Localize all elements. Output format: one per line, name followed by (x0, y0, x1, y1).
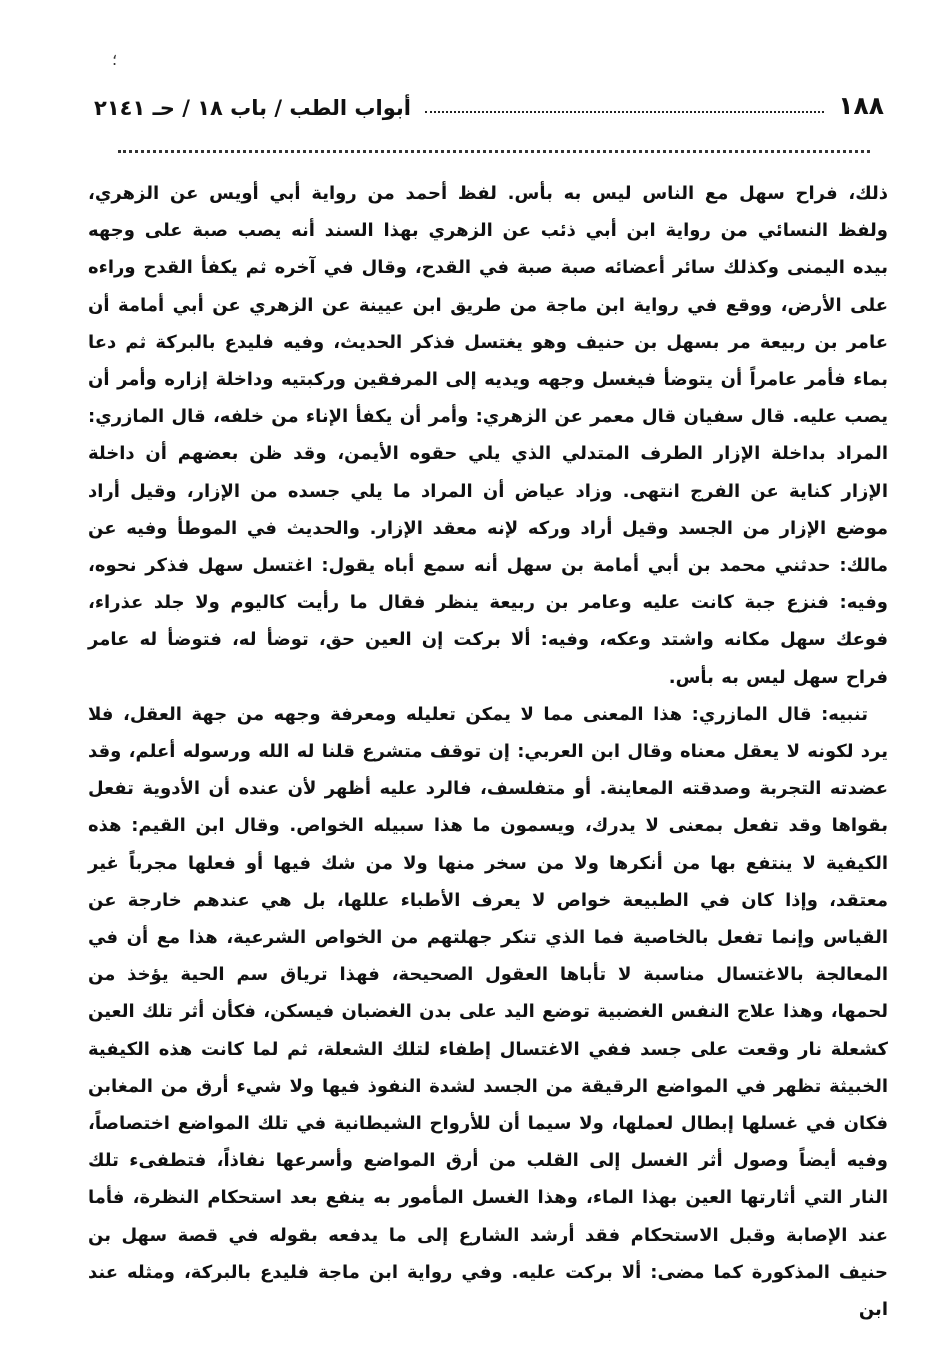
body-text (88, 175, 888, 1328)
paragraph-note: تنبيه: قال المازري: هذا المعنى مما لا يمكن تعليله ومعرفة وجهه من جهة العقل، فلا يرد لكونه لا يعقل معناه وقال ابن العربي: إن توقف متشرع قلنا له الله ورسوله أعلم، وقد عضدته التجربة وصدقته المعاينة. أو متفلسف، فالرد عليه أظهر لأن عنده أن الأدوية تفعل بقواها وقد تفعل بمعنى لا يدرك، ويسمون ما هذا سبيله الخواص. وقال ابن القيم: هذه الكيفية لا ينتفع بها من أنكرها ولا من سخر منها ولا من شك فيها أو فعلها مجرباً غير معتقد، وإذا كان في الطبيعة خواص لا يعرف الأطباء عللها، بل هي عندهم خارجة عن القياس وإنما تفعل بالخاصية فما الذي تنكر جهلتهم من الخواص الشرعية، هذا مع أن في المعالجة بالاغتسال مناسبة لا تأباها العقول الصحيحة، فهذا ترياق سم الحية يؤخذ من لحمها، وهذا علاج النفس الغضبية توضع اليد على بدن الغضبان فيسكن، فكأن أثر تلك العين كشعلة نار وقعت على جسد ففي الاغتسال إطفاء لتلك الشعلة، ثم لما كانت هذه الكيفية الخبيثة تظهر في المواضع الرقيقة من الجسد لشدة النفوذ فيها ولا شيء أرق من المغابن فكان في غسلها إبطال لعملها، ولا سيما أن للأرواح الشيطانية في تلك المواضع اختصاصاً، وفيه أيضاً وصول أثر الغسل إلى القلب من أرق المواضع وأسرعها نفاذاً، فتطفىء تلك النار التي أثارتها العين بهذا الماء، وهذا الغسل المأمور به ينفع بعد استحكام النظرة، فأما عند الإصابة وقبل الاستحكام فقد أرشد الشارع إلى ما يدفعه بقوله في قصة سهل بن حنيف المذكورة كما مضى: ألا بركت عليه. وفي رواية ابن ماجة فليدع بالبركة، ومثله عند ابن (88, 703, 888, 1321)
paragraph-hadith-narrations: ذلك، فراح سهل مع الناس ليس به بأس. لفظ أحمد من رواية أبي أويس عن الزهري، ولفظ النسائي من رواية ابن أبي ذئب عن الزهري بهذا السند أنه يصب صبة على وجهه بيده اليمنى وكذلك سائر أعضائه صبة صبة في القدح، وقال في آخره ثم يكفأ القدح وراءه على الأرض، ووقع في رواية ابن ماجة من طريق ابن عيينة عن الزهري عن أبي أمامة أن عامر بن ربيعة مر بسهل بن حنيف وهو يغتسل فذكر الحديث، وفيه فليدع بالبركة ثم دعا بماء فأمر عامراً أن يتوضأ فيغسل وجهه ويديه إلى المرفقين وركبتيه وداخلة إزاره وأمر أن يصب عليه. قال سفيان قال معمر عن الزهري: وأمر أن يكفأ الإناء من خلفه، قال المازري: المراد بداخلة الإزار الطرف المتدلي الذي يلي حقوه الأيمن، وقد ظن بعضهم أن داخلة الإزار كناية عن الفرج انتهى. وزاد عياض أن المراد ما يلي جسده من الإزار، وقيل أراد موضع الإزار من الجسد وقيل أراد وركه لإنه معقد الإزار. والحديث في الموطأ وفيه عن مالك: حدثني محمد بن أبي أمامة بن سهل أنه سمع أباه يقول: اغتسل سهل فذكر نحوه، وفيه: فنزع جبة كانت عليه وعامر بن ربيعة ينظر فقال ما رأيت كاليوم ولا جلد عذراء، فوعك سهل مكانه واشتد وعكه، وفيه: ألا بركت إن العين حق، توضأ له، فتوضأ له عامر فراح سهل ليس به بأس. (88, 183, 888, 688)
page-header (94, 84, 884, 120)
running-head: أبواب الطب / باب ١٨ / حـ ٢١٤١ (94, 96, 411, 120)
page-number: ١٨٨ (838, 91, 884, 120)
header-separator (118, 150, 870, 153)
header-dot-leader (425, 111, 824, 113)
margin-mark: ؛ (112, 50, 118, 69)
